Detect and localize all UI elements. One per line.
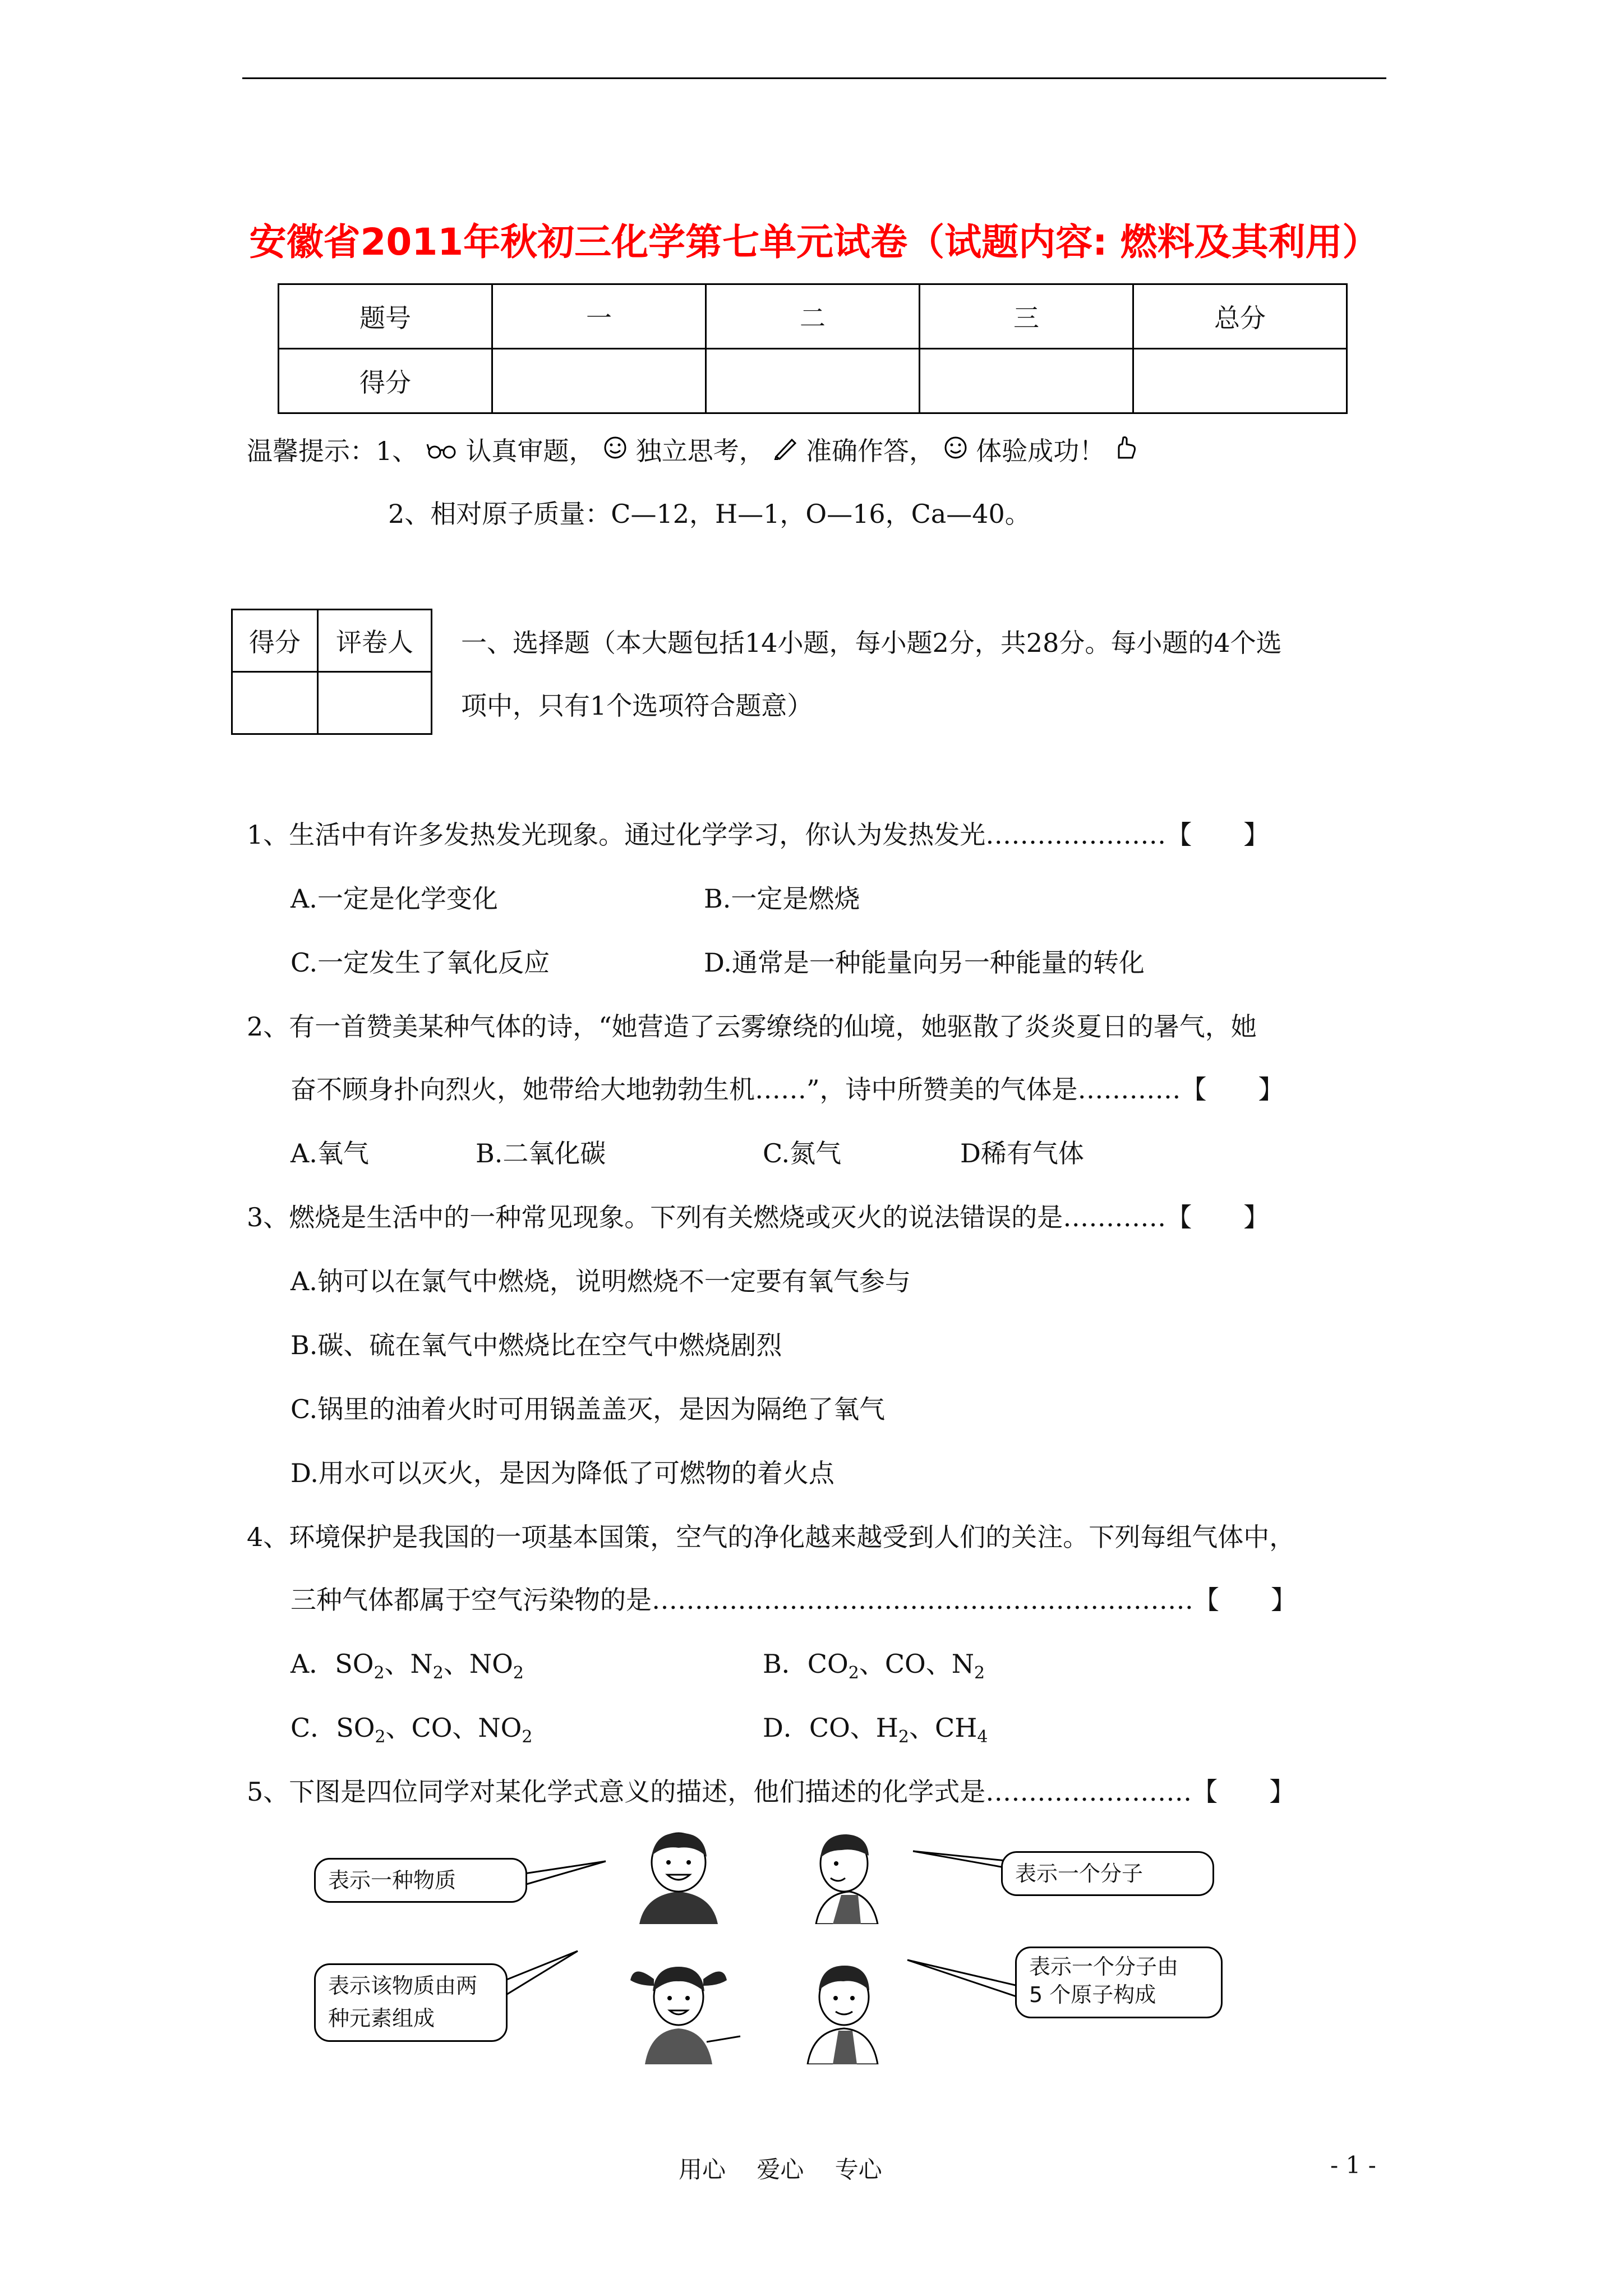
score-cell [1133, 349, 1347, 413]
question-5-stem [247, 1772, 1295, 1809]
formula-text: 、N [384, 1649, 433, 1679]
question-4-option-b [763, 1644, 985, 1683]
question-3-option-b: B.碳、硫在氧气中燃烧比在空气中燃烧剧烈 [291, 1330, 782, 1360]
question-2-option-d: D稀有气体 [960, 1138, 1084, 1168]
tips-part: 独立思考， [635, 436, 765, 466]
hand-icon [1113, 436, 1138, 466]
answer-bracket: 【 】 [1181, 1074, 1284, 1105]
question-4-option-a [291, 1644, 524, 1683]
subscript: 2 [374, 1663, 385, 1683]
formula-text: 、CO、N [859, 1649, 974, 1679]
student-3-illustration [611, 1947, 746, 2064]
speech-bubble-1: 表示一种物质 [314, 1858, 527, 1903]
subscript: 4 [977, 1727, 988, 1747]
question-3-option-d: D.用水可以灭火，是因为降低了可燃物的着火点 [291, 1458, 834, 1488]
question-stem-text: 奋不顾身扑向烈火，她带给大地勃勃生机……”，诗中所赞美的气体是………… [291, 1074, 1181, 1105]
question-3-option-a: A.钠可以在氯气中燃烧，说明燃烧不一定要有氧气参与 [291, 1266, 911, 1296]
student-1-illustration [623, 1829, 735, 1924]
answer-bracket: 【 】 [1166, 1202, 1270, 1232]
question-4-option-c [291, 1708, 532, 1747]
grader-name-header: 评卷人 [318, 610, 432, 672]
subscript: 2 [974, 1663, 985, 1683]
tips-prefix: 温馨提示：1、 [247, 436, 418, 466]
grader-score-cell [232, 672, 318, 734]
smiley-icon [943, 436, 976, 466]
tips-part: 认真审题， [465, 436, 595, 466]
answer-bracket: 【 】 [1192, 1777, 1295, 1807]
formula-text: A．SO [291, 1649, 374, 1679]
header-rule [242, 77, 1386, 79]
score-header-cell: 总分 [1133, 284, 1347, 349]
question-stem-text: 三种气体都属于空气污染物的是……………………………………………………… [291, 1585, 1193, 1615]
question-1-stem [247, 815, 1269, 852]
tips-part: 准确作答， [806, 436, 935, 466]
subscript: 2 [513, 1663, 524, 1683]
score-table-header-row [279, 284, 1347, 349]
tips-part: 体验成功！ [976, 436, 1105, 466]
tips-line-2: 2、相对原子质量：C—12，H—1，O—16，Ca—40。 [388, 499, 1031, 529]
tips-line-1 [247, 431, 1138, 468]
bubble-line: 表示一个分子由 [1029, 1954, 1179, 1979]
question-3-stem [247, 1197, 1269, 1234]
score-header-cell: 一 [492, 284, 706, 349]
formula-text: D．CO、H [763, 1713, 898, 1743]
question-2-option-a: A.氧气 [291, 1138, 369, 1168]
formula-text: 、CH [909, 1713, 978, 1743]
speech-bubble-4 [1015, 1947, 1223, 2018]
bubble-line: 5 个原子构成 [1029, 1982, 1156, 2007]
formula-text: B．CO [763, 1649, 849, 1679]
score-table [278, 283, 1348, 414]
student-2-illustration [788, 1829, 900, 1924]
question-2-stem-line-2 [291, 1069, 1284, 1106]
students-figure [308, 1829, 1273, 2064]
subscript: 2 [898, 1727, 909, 1747]
answer-bracket: 【 】 [1193, 1585, 1297, 1615]
question-4-option-d [763, 1708, 988, 1747]
page-number: - 1 - [1330, 2151, 1376, 2179]
question-stem-text: 5、下图是四位同学对某化学式意义的描述，他们描述的化学式是…………………… [247, 1777, 1192, 1807]
pencil-icon [773, 436, 806, 466]
grader-score-header: 得分 [232, 610, 318, 672]
question-2-option-c: C.氮气 [763, 1138, 842, 1168]
score-row-label: 得分 [279, 349, 492, 413]
footer-motto: 用心 爱心 专心 [679, 2156, 882, 2183]
question-2-option-b: B.二氧化碳 [476, 1138, 606, 1168]
glasses-icon [426, 436, 466, 466]
answer-bracket: 【 】 [1166, 820, 1270, 850]
formula-text: C．SO [291, 1713, 375, 1743]
grader-name-cell [318, 672, 432, 734]
question-1-option-c: C.一定发生了氧化反应 [291, 947, 550, 978]
smiley-icon [603, 436, 636, 466]
subscript: 2 [432, 1663, 444, 1683]
score-table-score-row [279, 349, 1347, 413]
question-stem-text: 1、生活中有许多发热发光现象。通过化学学习，你认为发热发光………………… [247, 820, 1166, 850]
section-heading-line-1: 一、选择题（本大题包括14小题，每小题2分，共28分。每小题的4个选 [461, 628, 1282, 658]
speech-bubble-3 [314, 1963, 508, 2042]
question-stem-text: 3、燃烧是生活中的一种常见现象。下列有关燃烧或灭火的说法错误的是………… [247, 1202, 1166, 1232]
bubble-line: 表示该物质由两 [328, 1973, 478, 1998]
formula-text: 、CO、NO [385, 1713, 522, 1743]
question-2-stem-line-1: 2、有一首赞美某种气体的诗，“她营造了云雾缭绕的仙境，她驱散了炎炎夏日的暑气，她 [247, 1011, 1257, 1042]
bubble-line: 种元素组成 [328, 2006, 435, 2031]
speech-bubble-2: 表示一个分子 [1001, 1851, 1214, 1896]
question-1-option-b: B.一定是燃烧 [704, 884, 860, 914]
score-cell [920, 349, 1133, 413]
question-4-stem-line-2 [291, 1580, 1297, 1617]
section-heading-line-2: 项中，只有1个选项符合题意） [461, 691, 813, 721]
score-cell [492, 349, 706, 413]
subscript: 2 [375, 1727, 386, 1747]
subscript: 2 [522, 1727, 533, 1747]
question-1-option-a: A.一定是化学变化 [291, 884, 498, 914]
subscript: 2 [848, 1663, 859, 1683]
score-header-cell: 三 [920, 284, 1133, 349]
score-header-cell: 题号 [279, 284, 492, 349]
question-4-stem-line-1: 4、环境保护是我国的一项基本国策，空气的净化越来越受到人们的关注。下列每组气体中， [247, 1522, 1295, 1552]
grader-table [231, 609, 432, 735]
question-1-option-d: D.通常是一种能量向另一种能量的转化 [704, 947, 1145, 978]
score-header-cell: 二 [706, 284, 920, 349]
formula-text: 、NO [443, 1649, 513, 1679]
student-4-illustration [780, 1947, 909, 2064]
score-cell [706, 349, 920, 413]
exam-title: 安徽省2011年秋初三化学第七单元试卷（试题内容: 燃料及其利用） [249, 220, 1380, 264]
question-3-option-c: C.锅里的油着火时可用锅盖盖灭，是因为隔绝了氧气 [291, 1394, 886, 1424]
